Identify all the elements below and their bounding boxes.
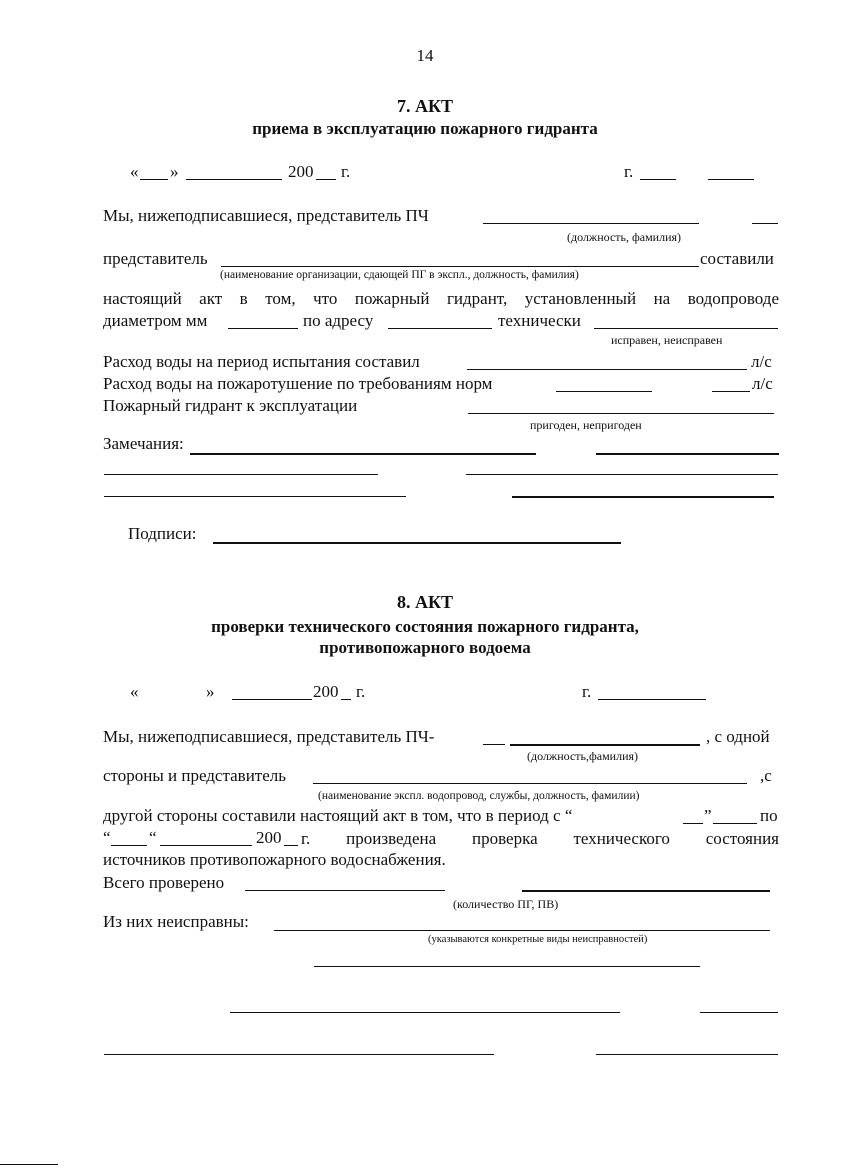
act7-date-close: »	[170, 162, 179, 181]
act7-line2-label: представитель	[103, 249, 208, 268]
act7-line4-b: по адресу	[303, 311, 374, 330]
act7-address-field[interactable]	[388, 328, 492, 329]
act7-remarks-field-1b[interactable]	[596, 453, 779, 455]
act7-year-prefix: 200	[288, 162, 314, 181]
act7-condition-field[interactable]	[594, 328, 778, 329]
act7-line2-end: составили	[700, 249, 774, 268]
act8-line3-c: по	[760, 806, 778, 825]
act8-year-field[interactable]	[341, 699, 351, 700]
footnote-separator	[0, 1164, 58, 1165]
act8-line4-c: 200	[256, 828, 282, 847]
act7-city-field[interactable]	[640, 179, 676, 180]
act8-faults-line-4[interactable]	[104, 1054, 494, 1055]
act8-line1-end: , с одной	[706, 727, 770, 746]
act7-signatures-label: Подписи:	[128, 524, 197, 543]
act8-line2-label: стороны и представитель	[103, 766, 286, 785]
act8-hint-faults: (указываются конкретные виды неисправностей)	[428, 934, 648, 945]
act8-pch-field[interactable]	[510, 744, 700, 746]
act7-date-open: «	[130, 162, 139, 181]
act7-line6-unit: л/с	[752, 374, 773, 393]
page-number: 14	[416, 46, 434, 65]
act8-month-field[interactable]	[232, 699, 312, 700]
act7-hint-position: (должность, фамилия)	[567, 230, 682, 244]
act7-remarks-field-2[interactable]	[104, 474, 378, 475]
act7-org-field[interactable]	[221, 266, 699, 267]
act7-norm-flow-field[interactable]	[556, 391, 652, 392]
act7-pch-field[interactable]	[483, 223, 699, 224]
act7-line5: Расход воды на период испытания составил	[103, 352, 420, 371]
act8-line2-end: ,с	[760, 766, 772, 785]
act7-test-flow-field[interactable]	[467, 369, 747, 370]
act7-pch-field-2[interactable]	[752, 223, 778, 224]
act8-date-close: »	[206, 682, 215, 701]
act7-day-field[interactable]	[140, 179, 168, 180]
act8-faults-line-3b[interactable]	[700, 1012, 778, 1013]
act8-period-end-month-field[interactable]	[160, 845, 252, 846]
act8-period-end-day-field[interactable]	[111, 845, 147, 846]
act7-line1: Мы, нижеподписавшиеся, представитель ПЧ	[103, 206, 429, 225]
act8-year-g: г.	[356, 682, 366, 701]
act7-line4-a: диаметром мм	[103, 311, 208, 330]
act8-period-end-year-field[interactable]	[284, 845, 298, 846]
act7-hint-condition: исправен, неисправен	[611, 333, 723, 347]
act7-year-field[interactable]	[316, 179, 336, 180]
act7-fit-field[interactable]	[468, 413, 774, 414]
act7-line6: Расход воды на пожаротушение по требованиям норм	[103, 374, 493, 393]
act7-remarks-field-3b[interactable]	[512, 496, 774, 498]
act8-subtitle-1: проверки технического состояния пожарного гидранта,	[211, 617, 639, 636]
act8-line5: источников противопожарного водоснабжения.	[103, 850, 446, 869]
act8-title: 8. АКТ	[396, 592, 454, 612]
act8-line3-a: другой стороны составили настоящий акт в том, что в период с “	[103, 806, 573, 825]
act7-signatures-field[interactable]	[213, 542, 621, 544]
act8-faulty-field[interactable]	[274, 930, 770, 931]
act8-line4-b: “	[149, 828, 157, 847]
act7-line4-c: технически	[498, 311, 581, 330]
act8-faulty-label: Из них неисправны:	[103, 912, 249, 931]
act8-date-open: «	[130, 682, 139, 701]
act8-line1: Мы, нижеподписавшиеся, представитель ПЧ-	[103, 727, 435, 746]
act7-subtitle: приема в эксплуатацию пожарного гидранта	[252, 119, 598, 138]
act7-line5-unit: л/с	[751, 352, 772, 371]
act7-year-g: г.	[341, 162, 351, 181]
act7-city-field-2[interactable]	[708, 179, 754, 180]
act7-line7: Пожарный гидрант к эксплуатации	[103, 396, 358, 415]
act7-hint-fit: пригоден, непригоден	[530, 418, 642, 432]
act8-period-start-month-field[interactable]	[713, 823, 757, 824]
act8-checked-field-2[interactable]	[522, 890, 770, 892]
act8-line3-b: ”	[704, 806, 712, 825]
act7-remarks-field-3[interactable]	[104, 496, 406, 497]
act8-year-prefix: 200	[313, 682, 339, 701]
act8-hint-org: (наименование экспл. водопровод, службы, должность, фамилии)	[318, 790, 640, 802]
act8-faults-line-2[interactable]	[314, 966, 700, 967]
act7-remarks-field-2b[interactable]	[466, 474, 778, 475]
act8-checked-label: Всего проверено	[103, 873, 225, 892]
act8-period-start-day-field[interactable]	[683, 823, 703, 824]
act8-checked-field[interactable]	[245, 890, 445, 891]
act7-line3: настоящий акт в том, что пожарный гидрант, установленный на водопроводе	[103, 289, 779, 308]
act7-month-field[interactable]	[186, 179, 282, 180]
act7-title: 7. АКТ	[396, 96, 454, 116]
act8-city-g: г.	[582, 682, 592, 701]
act8-subtitle-2: противопожарного водоема	[319, 638, 531, 657]
act8-pch-number-field[interactable]	[483, 744, 505, 745]
act8-hint-position: (должность,фамилия)	[527, 749, 639, 763]
act8-city-field[interactable]	[598, 699, 706, 700]
act8-faults-line-3[interactable]	[230, 1012, 620, 1013]
act7-norm-flow-field-2[interactable]	[712, 391, 750, 392]
act8-faults-line-4b[interactable]	[596, 1054, 778, 1055]
act7-hint-org: (наименование организации, сдающей ПГ в экспл., должность, фамилия)	[220, 269, 579, 281]
act7-diameter-field[interactable]	[228, 328, 298, 329]
act8-line4-d: г. произведена проверка технического состояния	[301, 829, 779, 848]
act7-city-g: г.	[624, 162, 634, 181]
act7-remarks-field-1[interactable]	[190, 453, 536, 455]
act7-remarks-label: Замечания:	[103, 434, 184, 453]
act8-org-field[interactable]	[313, 783, 747, 784]
act8-line4-a: “	[103, 828, 111, 847]
act8-hint-count: (количество ПГ, ПВ)	[453, 897, 559, 911]
